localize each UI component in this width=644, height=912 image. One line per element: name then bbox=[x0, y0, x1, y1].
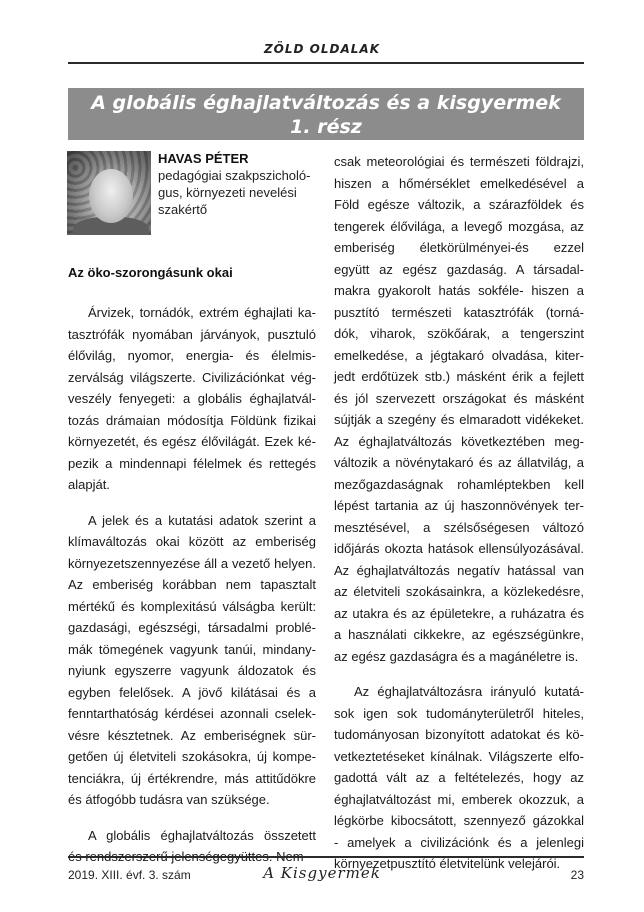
text-line: klímaváltozás okai között az emberiség bbox=[68, 534, 316, 549]
author-role bbox=[158, 167, 318, 218]
text-line: pezik a mindennapi félelmek és rettegés bbox=[68, 455, 316, 471]
text-line: Árvizek, tornádók, extrém éghajlati ka- bbox=[88, 305, 316, 320]
text-line: az egész gazdaságra és a magánéletre is. bbox=[334, 648, 579, 664]
text-line: getően új életviteli szokásokra, új kompe- bbox=[68, 749, 316, 764]
text-line: A globális éghajlatváltozás összetett bbox=[88, 827, 316, 843]
text-line: környezetét, és egész élővilágát. Ezek ké- bbox=[68, 434, 316, 449]
text-line: együtt az egész gazdaság. A társadal- bbox=[334, 261, 584, 277]
text-line: veszély fenyegeti: a globális éghajlatvál- bbox=[68, 391, 316, 406]
text-line: Az éghajlatváltozás következtében meg- bbox=[334, 433, 584, 449]
text-line: Az emberiség korábban nem tapasztalt bbox=[68, 577, 316, 592]
text-line: emelkedése, a jégtakaró olvadása, kiter- bbox=[334, 347, 584, 363]
text-line: és jól szervezett országokat és másként bbox=[334, 390, 584, 406]
text-line: környezetpusztító életvitelünk velejárói. bbox=[334, 856, 561, 871]
footer-rule bbox=[68, 856, 584, 858]
paragraph bbox=[68, 510, 316, 811]
author-name: HAVAS PÉTER bbox=[158, 151, 249, 166]
author-block bbox=[158, 150, 318, 218]
text-line: dók, viharok, szökőárak, a tengerszint bbox=[334, 326, 584, 341]
text-line: - amelyek a civilizációnk és a jelenlegi bbox=[334, 834, 584, 850]
text-line: mesztésével, a szélsőségesen változó bbox=[334, 519, 584, 535]
text-line: makra gyakorolt hatás sokféle- hiszen a bbox=[334, 283, 584, 298]
text-column-right bbox=[334, 151, 584, 875]
section-subheading: Az öko-szorongásunk okai bbox=[68, 265, 233, 280]
paragraph bbox=[334, 681, 584, 875]
text-line: csak meteorológiai és természeti földrajzi, bbox=[334, 154, 584, 169]
text-line: sok igen sok tudományterületről hiteles, bbox=[334, 705, 584, 721]
text-line: vésre késztetnek. Az emberiségnek sür- bbox=[68, 727, 316, 743]
text-line: mák tömegének vagyunk tanúi, mindany- bbox=[68, 641, 316, 657]
text-line: élővilág, nyomor, energia- és élelmis- bbox=[68, 348, 316, 363]
text-line: jedt erdőtüzek stb.) másként érik a fejlett bbox=[334, 369, 584, 384]
text-line: tenciákra, új értékrendre, más attitűdökre bbox=[68, 770, 316, 786]
author-role-line: gus, környezeti nevelési bbox=[158, 185, 297, 200]
text-column-left bbox=[68, 302, 316, 868]
text-line: Az éghajlatváltozásra irányuló kutatá- bbox=[354, 684, 584, 699]
text-line: Az éghajlatváltozás negatív hatással van bbox=[334, 562, 584, 578]
paragraph bbox=[68, 302, 316, 496]
text-line: A jelek és a kutatási adatok szerint a bbox=[88, 512, 316, 528]
text-line: hiszen a hőmérséklet emelkedésével a bbox=[334, 175, 584, 191]
paragraph bbox=[334, 151, 584, 667]
text-line: pusztító természeti katasztrófák (torná- bbox=[334, 304, 584, 320]
text-line: a használati cikkekre, az egészségünkre, bbox=[334, 627, 584, 642]
article-title bbox=[68, 88, 584, 140]
text-line: éghajlatváltozást mi, emberek okozzuk, a bbox=[334, 791, 584, 807]
text-line: sújtják a szegény és elmaradott vidékeket. bbox=[334, 412, 584, 427]
text-line: légkörbe kibocsátott, szennyező gázokkal bbox=[334, 813, 584, 828]
footer-issue: 2019. XIII. évf. 3. szám bbox=[68, 868, 191, 882]
text-line: emberiség életkörülményei-és ezzel bbox=[334, 240, 584, 255]
article-title-line-1: A globális éghajlatváltozás és a kisgyermek bbox=[91, 92, 561, 114]
text-line: tasztrófák nyomában járványok, pusztuló bbox=[68, 326, 316, 342]
author-role-line: szakértő bbox=[158, 202, 208, 217]
text-line: gazdasági, egészségi, társadalmi problé- bbox=[68, 620, 316, 635]
text-line: alapját. bbox=[68, 477, 110, 492]
running-header: ZÖLD OLDALAK bbox=[263, 42, 380, 56]
text-line: változik a növénytakaró és az állatvilág, a bbox=[334, 455, 584, 470]
text-line: zerválság világszerte. Civilizációnkat vég- bbox=[68, 369, 316, 385]
text-line: és rendszerszerű jelenségegyüttes. Nem- bbox=[68, 849, 308, 864]
text-line: nyiunk egyszerre vagyunk áldozatok és bbox=[68, 663, 316, 678]
text-line: gadottá vált az a feltételezés, hogy az bbox=[334, 770, 584, 785]
header-rule bbox=[68, 62, 584, 64]
text-line: tudományosan bizonyított adatokat és kö- bbox=[334, 727, 584, 742]
text-line: tozás drámaian módosítja Földünk fizikai bbox=[68, 412, 316, 428]
text-line: mezőgazdaságnak rohamléptekben kell bbox=[334, 476, 584, 492]
footer-magazine-name: A Kisgyermek bbox=[263, 864, 381, 882]
text-line: környezetszennyezése áll a vezető helyen. bbox=[68, 555, 316, 571]
text-line: mértékű és komplexitású válságba került: bbox=[68, 598, 316, 614]
text-line: lépést tartania az új haszonnövények ter- bbox=[334, 498, 584, 513]
text-line: egyben felelősek. A jövő kilátásai és a bbox=[68, 684, 316, 700]
text-line: vetkeztetéseket kínálnak. Világszerte elfo- bbox=[334, 748, 584, 764]
text-line: az utakra és az épületekre, a ruházatra és bbox=[334, 605, 584, 621]
text-line: Föld egésze változik, a szárazföldek és bbox=[334, 197, 584, 212]
text-line: időjárás okozta hatások ellensúlyozásával. bbox=[334, 541, 584, 556]
text-line: és átfogóbb tudásra van szüksége. bbox=[68, 792, 270, 807]
page-number: 23 bbox=[570, 868, 584, 882]
paragraph bbox=[68, 825, 316, 868]
text-line: tengerek élővilága, a levegő mozgása, az bbox=[334, 218, 584, 234]
article-title-line-2: 1. rész bbox=[290, 116, 362, 138]
text-line: az életviteli szokásainkra, a közlekedésre, bbox=[334, 584, 584, 599]
text-line: fenntarthatóság kérdései azonnali cselek- bbox=[68, 706, 316, 721]
author-role-line: pedagógiai szakpszicholó- bbox=[158, 168, 311, 183]
author-photo bbox=[67, 151, 151, 235]
